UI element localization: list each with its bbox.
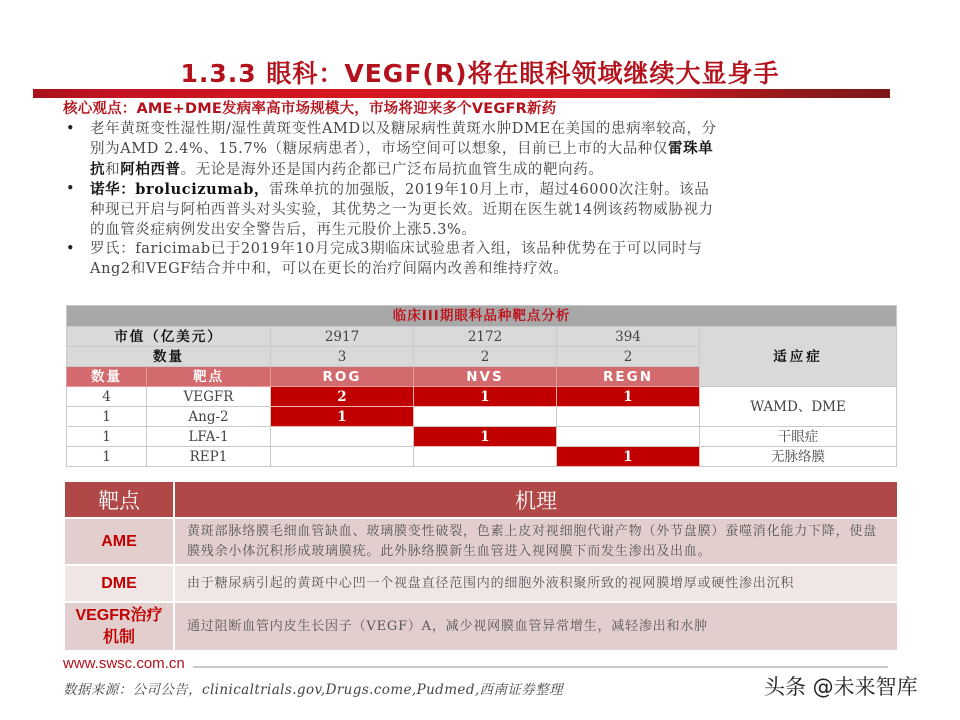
market-cap-nvs: 2172 bbox=[414, 327, 557, 347]
indication-dry-eye: 干眼症 bbox=[700, 427, 897, 447]
mechanism-header-mechanism: 机理 bbox=[174, 481, 898, 518]
footer-divider bbox=[193, 666, 888, 668]
indication-wamd-dme: WAMD、DME bbox=[700, 387, 897, 427]
target-analysis-table bbox=[66, 305, 897, 467]
col-header-count: 数量 bbox=[67, 367, 147, 387]
table-row: 1 LFA-1 1 干眼症 bbox=[67, 427, 897, 447]
title-divider bbox=[33, 89, 890, 98]
bullet-icon: • bbox=[66, 181, 76, 198]
table-row: AME 黄斑部脉络膜毛细血管缺血、玻璃膜变性破裂，色素上皮对视细胞代谢产物（外节盘膜）蚕噬消化能力下降，使盘膜残余小体沉积形成玻璃膜疣。此外脉络膜新生血管进入视网膜下而发生渗出及出血。 bbox=[64, 518, 898, 565]
bullet-roche: • 罗氏：faricimab已于2019年10月完成3期临床试验患者入组，该品种优势在于可以同时与Ang2和VEGF结合并中和，可以在更长的治疗间隔内改善和维持疗效。 bbox=[66, 241, 703, 277]
watermark: 头条 @未来智库 bbox=[764, 675, 918, 699]
page-title: 1.3.3 眼科：VEGF(R)将在眼科领域继续大显身手 bbox=[180, 59, 780, 88]
core-point: 核心观点：AME+DME发病率高市场规模大，市场将迎来多个VEGFR新药 bbox=[63, 101, 557, 117]
table-row: VEGFR治疗机制 通过阻断血管内皮生长因子（VEGF）A，减少视网膜血管异常增生，减轻渗出和水肿 bbox=[64, 602, 898, 651]
mechanism-table bbox=[63, 480, 899, 652]
bullet-icon: • bbox=[66, 241, 76, 258]
bullet-icon: • bbox=[66, 120, 76, 137]
bullet-amd-dme: • 老年黄斑变性湿性期/湿性黄斑变性AMD以及糖尿病性黄斑水肿DME在美国的患病率较高，分别为AMD 2.4%、15.7%（糖尿病患者），市场空间可以想象，目前已上市的大品种仅雷珠单抗和阿柏西普。无论是海外还是国内药企都已广泛布局抗血管生成的靶向药。 bbox=[66, 120, 717, 178]
bullet-novartis: • 诺华：brolucizumab，雷珠单抗的加强版，2019年10月上市，超过46000次注射。该品种现已开启与阿柏西普头对头实验，其优势之一为更长效。近期在医生就14例该药物威胁视力的血管炎症病例发出安全警告后，再生元股价上涨5.3%。 bbox=[66, 181, 714, 238]
col-header-nvs: NVS bbox=[414, 367, 557, 387]
mechanism-header-target: 靶点 bbox=[64, 481, 174, 518]
col-header-regn: REGN bbox=[557, 367, 700, 387]
count-nvs: 2 bbox=[414, 347, 557, 367]
col-header-rog: ROG bbox=[271, 367, 414, 387]
website-link[interactable]: www.swsc.com.cn bbox=[63, 655, 185, 672]
market-cap-label: 市值（亿美元） bbox=[67, 327, 271, 347]
market-cap-regn: 394 bbox=[557, 327, 700, 347]
indication-choroideremia: 无脉络膜 bbox=[700, 447, 897, 467]
col-header-target: 靶点 bbox=[147, 367, 271, 387]
data-source: 数据来源：公司公告，clinicaltrials.gov,Drugs.come,Pudmed,西南证券整理 bbox=[63, 682, 563, 698]
table-row: DME 由于糖尿病引起的黄斑中心凹一个视盘直径范围内的细胞外液积聚所致的视网膜增厚或硬性渗出沉积 bbox=[64, 565, 898, 602]
summary-section bbox=[63, 100, 723, 279]
count-rog: 3 bbox=[271, 347, 414, 367]
count-regn: 2 bbox=[557, 347, 700, 367]
count-label: 数量 bbox=[67, 347, 271, 367]
table-title: 临床III期眼科品种靶点分析 bbox=[67, 306, 897, 327]
table-row: 1 REP1 1 无脉络膜 bbox=[67, 447, 897, 467]
table-row: 1 Ang-2 1 bbox=[67, 407, 897, 427]
market-cap-rog: 2917 bbox=[271, 327, 414, 347]
table-row: 4 VEGFR 2 1 1 WAMD、DME bbox=[67, 387, 897, 407]
indication-header: 适应症 bbox=[700, 327, 897, 387]
